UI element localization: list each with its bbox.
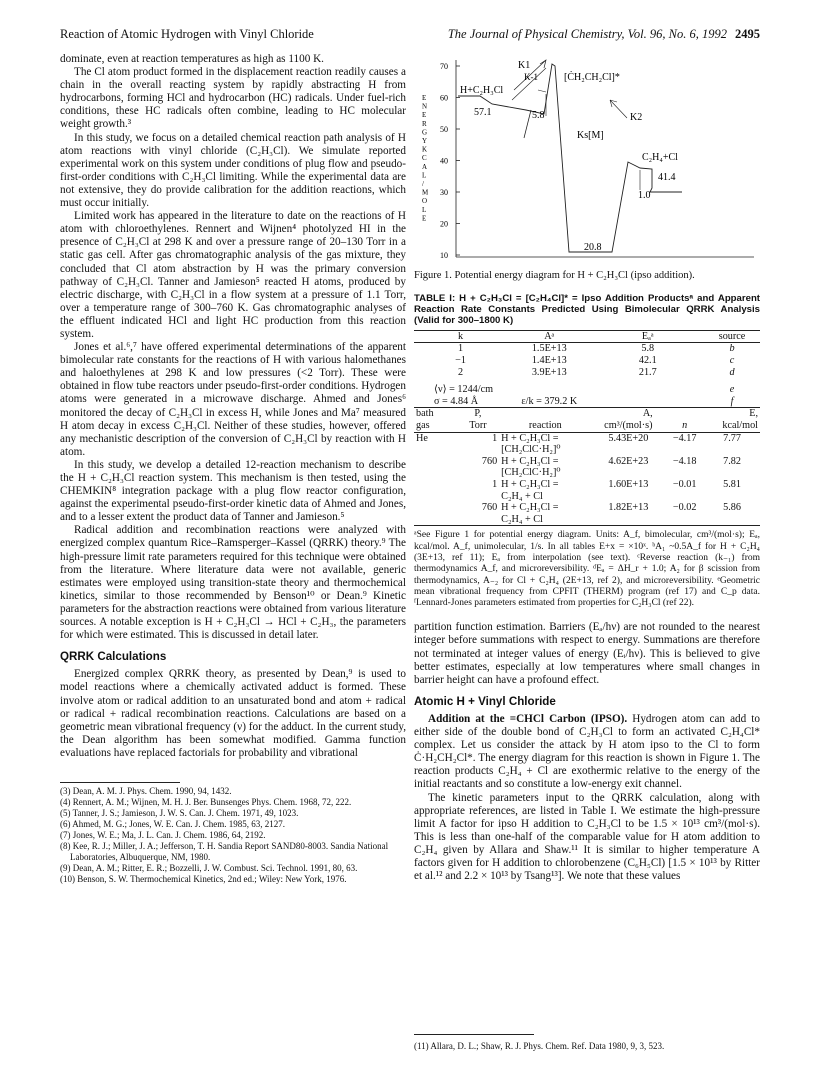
paragraph: In this study, we focus on a detailed chemical reaction path analysis of H atom reactions with vinyl chloride (C₂H₃Cl). We simulate reported experimental work on this system under conditions of plug flow and pseudo-first-order conditions with C₂H₃Cl limiting. While the experimental data are not extensive, they do provide calibration for the addition reactions, which must occur initially. — [60, 131, 406, 210]
reference: (3) Dean, A. M. J. Phys. Chem. 1990, 94, 1432. — [60, 785, 232, 796]
table-row: −1 1.4E+13 42.1 c — [455, 355, 735, 366]
run-in-heading: Addition at the =CHCl Carbon (IPSO). — [428, 712, 628, 725]
label-ks: Ks[M] — [577, 130, 604, 141]
label-products: C₂H₄+Cl — [642, 152, 678, 163]
y-tick-label: 70 — [440, 62, 448, 71]
reference: (9) Dean, A. M.; Ritter, E. R.; Bozzelli, J. W. Combust. Sci. Technol. 1991, 80, 63. — [60, 862, 358, 873]
reference: (8) Kee, R. J.; Miller, J. A.; Jefferson, T. H. Sandia Report SAND80-8003. Sandia National Laboratories, Albuquerque, NM, 1980. — [60, 840, 389, 862]
table-row: σ = 4.84 Å ε/k = 379.2 K f — [414, 396, 760, 408]
paragraph: dominate, even at reaction temperatures as high as 1100 K. — [60, 53, 324, 65]
label-1-0: 1.0 — [638, 190, 651, 201]
y-tick-label: 60 — [440, 93, 448, 103]
col-header-a: Aᵃ — [544, 330, 555, 342]
reference-list — [60, 786, 406, 885]
reference: (10) Benson, S. W. Thermochemical Kinetics, 2nd ed.; Wiley: New York, 1976. — [60, 873, 347, 884]
label-reactants: H+C₂H₃Cl — [460, 85, 504, 96]
y-tick-label: 40 — [440, 156, 448, 166]
running-header-left: Reaction of Atomic Hydrogen with Vinyl Chloride — [60, 27, 314, 41]
label-k1: K1 — [518, 60, 531, 71]
footnote-rule — [414, 1034, 534, 1035]
table-row: He 1 H + C₂H₃Cl = [CH₂ClC·H₂]⁰ 5.43E+20 −4.17 7.77 — [416, 432, 741, 456]
section-heading: Atomic H + Vinyl Chloride — [414, 694, 556, 708]
col-header-source: source — [718, 330, 746, 342]
table-row: ⟨ν⟩ = 1244/cm e — [434, 384, 735, 396]
table-caption: TABLE I: H + C₂H₃Cl = [C₂H₄Cl]* = Ipso Addition Productsᵃ and Apparent Reaction Rate Constants Predicted Using Bimolecular QRRK Analysis (Valid for 300–1800 K) — [414, 292, 760, 327]
y-tick-label: 30 — [440, 188, 448, 197]
table-header-row: gas Torr reaction cm³/(mol·s) n kcal/mol — [416, 419, 758, 431]
table-notes: ᵃSee Figure 1 for potential energy diagram. Units: A_f, bimolecular, cm³/(mol·s); Eₐ, kcal/mol. A_f, unimolecular, 1/s. In all tables E+x = ×10ˣ. ᵇA₁ ~0.5A_f for H + C₂H₄ (3E+13, ref 11); Eₐ from interpolation (see text). ᶜReverse reaction (k₋₁) from thermodynamics A_f, and microreversibility. ᵈEₐ = ΔH_r + 1.0; A₂ for β scission from thermodynamics, A₋₂ for Cl + C₂H₄ (2E+13, ref 2), and microreversibility. ᵉGeometric mean vibrational frequency from CPFIT (THERM) program (ref 17) and C_p data. ᶠLennard-Jones parameters estimated from properties for C₂H₃Cl (ref 22). — [414, 530, 760, 609]
table-row: 1 1.5E+13 5.8 b — [458, 343, 735, 355]
journal-citation: The Journal of Physical Chemistry, Vol. 96, No. 6, 1992 — [447, 27, 727, 41]
table-row: 760 H + C₂H₃Cl = [CH₂ClC·H₂]⁰ 4.62E+23 −4.18 7.82 — [481, 455, 741, 479]
paragraph: Limited work has appeared in the literature to date on the reactions of H atom with chloroethylenes. Rennert and Wijnen⁴ photolyzed HI in the presence of C₂H₃Cl at 298 K and over a pressure range of 20–130 Torr in a static gas cell. After gas chromatographic analysis of the gas mixture, they concluded that Cl atom abstraction by H was the primary conversion pathway of C₂H₃Cl. Tanner and Jamieson⁵ reacted H atoms, produced by electric discharge, with C₂H₃Cl in a flow system at a pressure of 1.1 Torr, over a temperature range of 300–760 K. Gas chromatographic analyses of the effluent indicated HCl and light HC production from this reaction system. — [60, 210, 406, 340]
reference: (4) Rennert, A. M.; Wijnen, M. H. J. Ber. Bunsenges Phys. Chem. 1968, 72, 222. — [60, 796, 352, 807]
paragraph: Addition at the =CHCl Carbon (IPSO). Hydrogen atom can add to either side of the double bond of C₂H₃Cl to form an activated C₂H₄Cl* complex. Let us consider the attack by H atom ipso to the Cl to form Ċ·H₂CH₂Cl*. The energy diagram for this reaction is shown in Figure 1. The reaction products C₂H₄ + Cl are exothermic relative to the energy of the initial reactants and so constitute a low-energy exit channel. — [414, 712, 760, 791]
figure-caption: Figure 1. Potential energy diagram for H + C₂H₃Cl (ipso addition). — [414, 270, 695, 282]
paragraph: partition function estimation. Barriers (Eₐ/hν) are not rounded to the nearest integer before summations with respect to energy. Summations are therefore not terminated at integer values of energy (Eᵢ/hν). This is believed to give better estimates, especially at low temperatures where small changes in barrier height can have a profound effect. — [414, 621, 760, 686]
page-number: 2495 — [735, 27, 760, 41]
table-row: 1 H + C₂H₃Cl = C₂H₄ + Cl 1.60E+13 −0.01 5.81 — [492, 478, 741, 502]
reference: (6) Ahmed, M. G.; Jones, W. E. Can. J. Chem. 1985, 63, 2127. — [60, 818, 285, 829]
y-tick-label: 20 — [440, 219, 448, 229]
paragraph: The Cl atom product formed in the displacement reaction readily causes a chain in the overall reacting system by rapidly abstracting H from hydrocarbons, forming HCl and hydrocarbon (HC) radicals. Under fuel-rich conditions, these HC radicals often combine, leading to HC molecular weight growth.³ — [60, 66, 406, 131]
energy-diagram — [414, 52, 760, 264]
table-row: 760 H + C₂H₃Cl = C₂H₄ + Cl 1.82E+13 −0.02 5.86 — [414, 502, 760, 526]
right-column — [414, 52, 760, 883]
section-heading: QRRK Calculations — [60, 650, 167, 664]
y-axis-label: E N E R G Y K C A L / M O L E — [422, 94, 429, 223]
reference: (5) Tanner, J. S.; Jamieson, J. W. S. Can. J. Chem. 1971, 49, 1023. — [60, 807, 299, 818]
reference: (11) Allara, D. L.; Shaw, R. J. Phys. Chem. Ref. Data 1980, 9, 3, 523. — [414, 1041, 665, 1051]
y-tick-label: 10 — [440, 251, 448, 260]
label-k-1: K-1 — [524, 72, 538, 82]
left-column — [60, 53, 406, 885]
col-header-k: k — [458, 330, 464, 342]
running-header-right — [448, 27, 760, 42]
label-adduct: [ĊH₂CH₂Cl]* — [564, 72, 620, 83]
paragraph: In this study, we develop a detailed 12-reaction mechanism to describe the H + C₂H₃Cl reaction system. This mechanism is then tested, using the CHEMKIN⁸ integration package with a plug flow reactor configuration, against the experimental pseudo-first-order kinetic data of Ahmed and Jones, and to a lesser extent the product data of Tanner and Jamieson.⁵ — [60, 458, 406, 524]
paragraph: Jones et al.⁶,⁷ have offered experimental determinations of the apparent bimolecular rate constants for the reactions of H with various halomethanes and haloethylenes at 298 K and low pressures (<2 Torr). These were obtained in flow tube reactors under pseudo-first-order conditions. Hydrogen atoms were generated in a microwave discharge. Ahmed and Jones⁶ monitored the decay of C₂H₃Cl in excess H, while Jones and Ma⁷ measured H atom decay in excess C₂H₃Cl. Neither of these studies, however, offered any mechanistic description of the conversion of C₂H₃Cl by reaction with H atom. — [60, 341, 406, 458]
label-5-8: 5.8 — [532, 110, 545, 121]
label-k2: K2 — [630, 112, 643, 123]
table-1 — [414, 330, 760, 527]
label-20-8: 20.8 — [584, 242, 602, 253]
y-tick-label: 50 — [440, 125, 448, 134]
col-header-ea: Eₐᵃ — [641, 330, 654, 342]
label-57-1: 57.1 — [474, 107, 492, 118]
label-41-4: 41.4 — [658, 172, 676, 183]
paragraph: Energized complex QRRK theory, as presented by Dean,⁹ is used to model reactions where a chemically activated adduct is formed. These involve atom or radical addition to an unsaturated bond and atom + radical or radical + radical recombination reactions. Calculations are based on a geometric mean vibrational frequency (ν) for the adduct. In the current study, the Dean algorithm has been somewhat modified. Gamma function evaluations have replaced factorials for probability and vibrational — [60, 668, 406, 759]
table-row: 2 3.9E+13 21.7 d — [458, 366, 735, 378]
paragraph: Radical addition and recombination reactions were analyzed with energized complex quantum Rice–Ramsperger–Kassel (QRRK) theory.⁹ The high-pressure limit rate parameters required for this technique were obtained from the literature. Where literature data were not available, generic estimates were employed using transition-state theory and thermochemical kinetics, similar to those recommended by Benson¹⁰ or Dean.⁹ Kinetic parameters for the abstraction reactions were obtained from various literature sources. A notable exception is H + C₂H₃Cl → HCl + C₂H₃, the parameters for which were estimated. This is discussed in detail later. — [60, 524, 406, 642]
paragraph: The kinetic parameters input to the QRRK calculation, along with appropriate references, are listed in Table I. We estimate the high-pressure limit A factor for ipso H addition to C₂H₃Cl to be 1.5 × 10¹³ cm³/(mol·s). This is less than one-half of the comparable value for H atom addition to C₂H₄ given by Allara and Shaw.¹¹ It is similar to higher temperature A factors given for H addition to chlorobenzene (C₆H₅Cl) [1.5 × 10¹³ by Ritter et al.¹² and 2.2 × 10¹³ by Tsang¹³]. We note that these values — [414, 791, 760, 883]
footnote-rule — [60, 782, 180, 783]
reference: (7) Jones, W. E.; Ma, J. L. Can. J. Chem. 1986, 64, 2192. — [60, 829, 266, 840]
table-header-row: bath P, A, E, — [416, 408, 758, 420]
